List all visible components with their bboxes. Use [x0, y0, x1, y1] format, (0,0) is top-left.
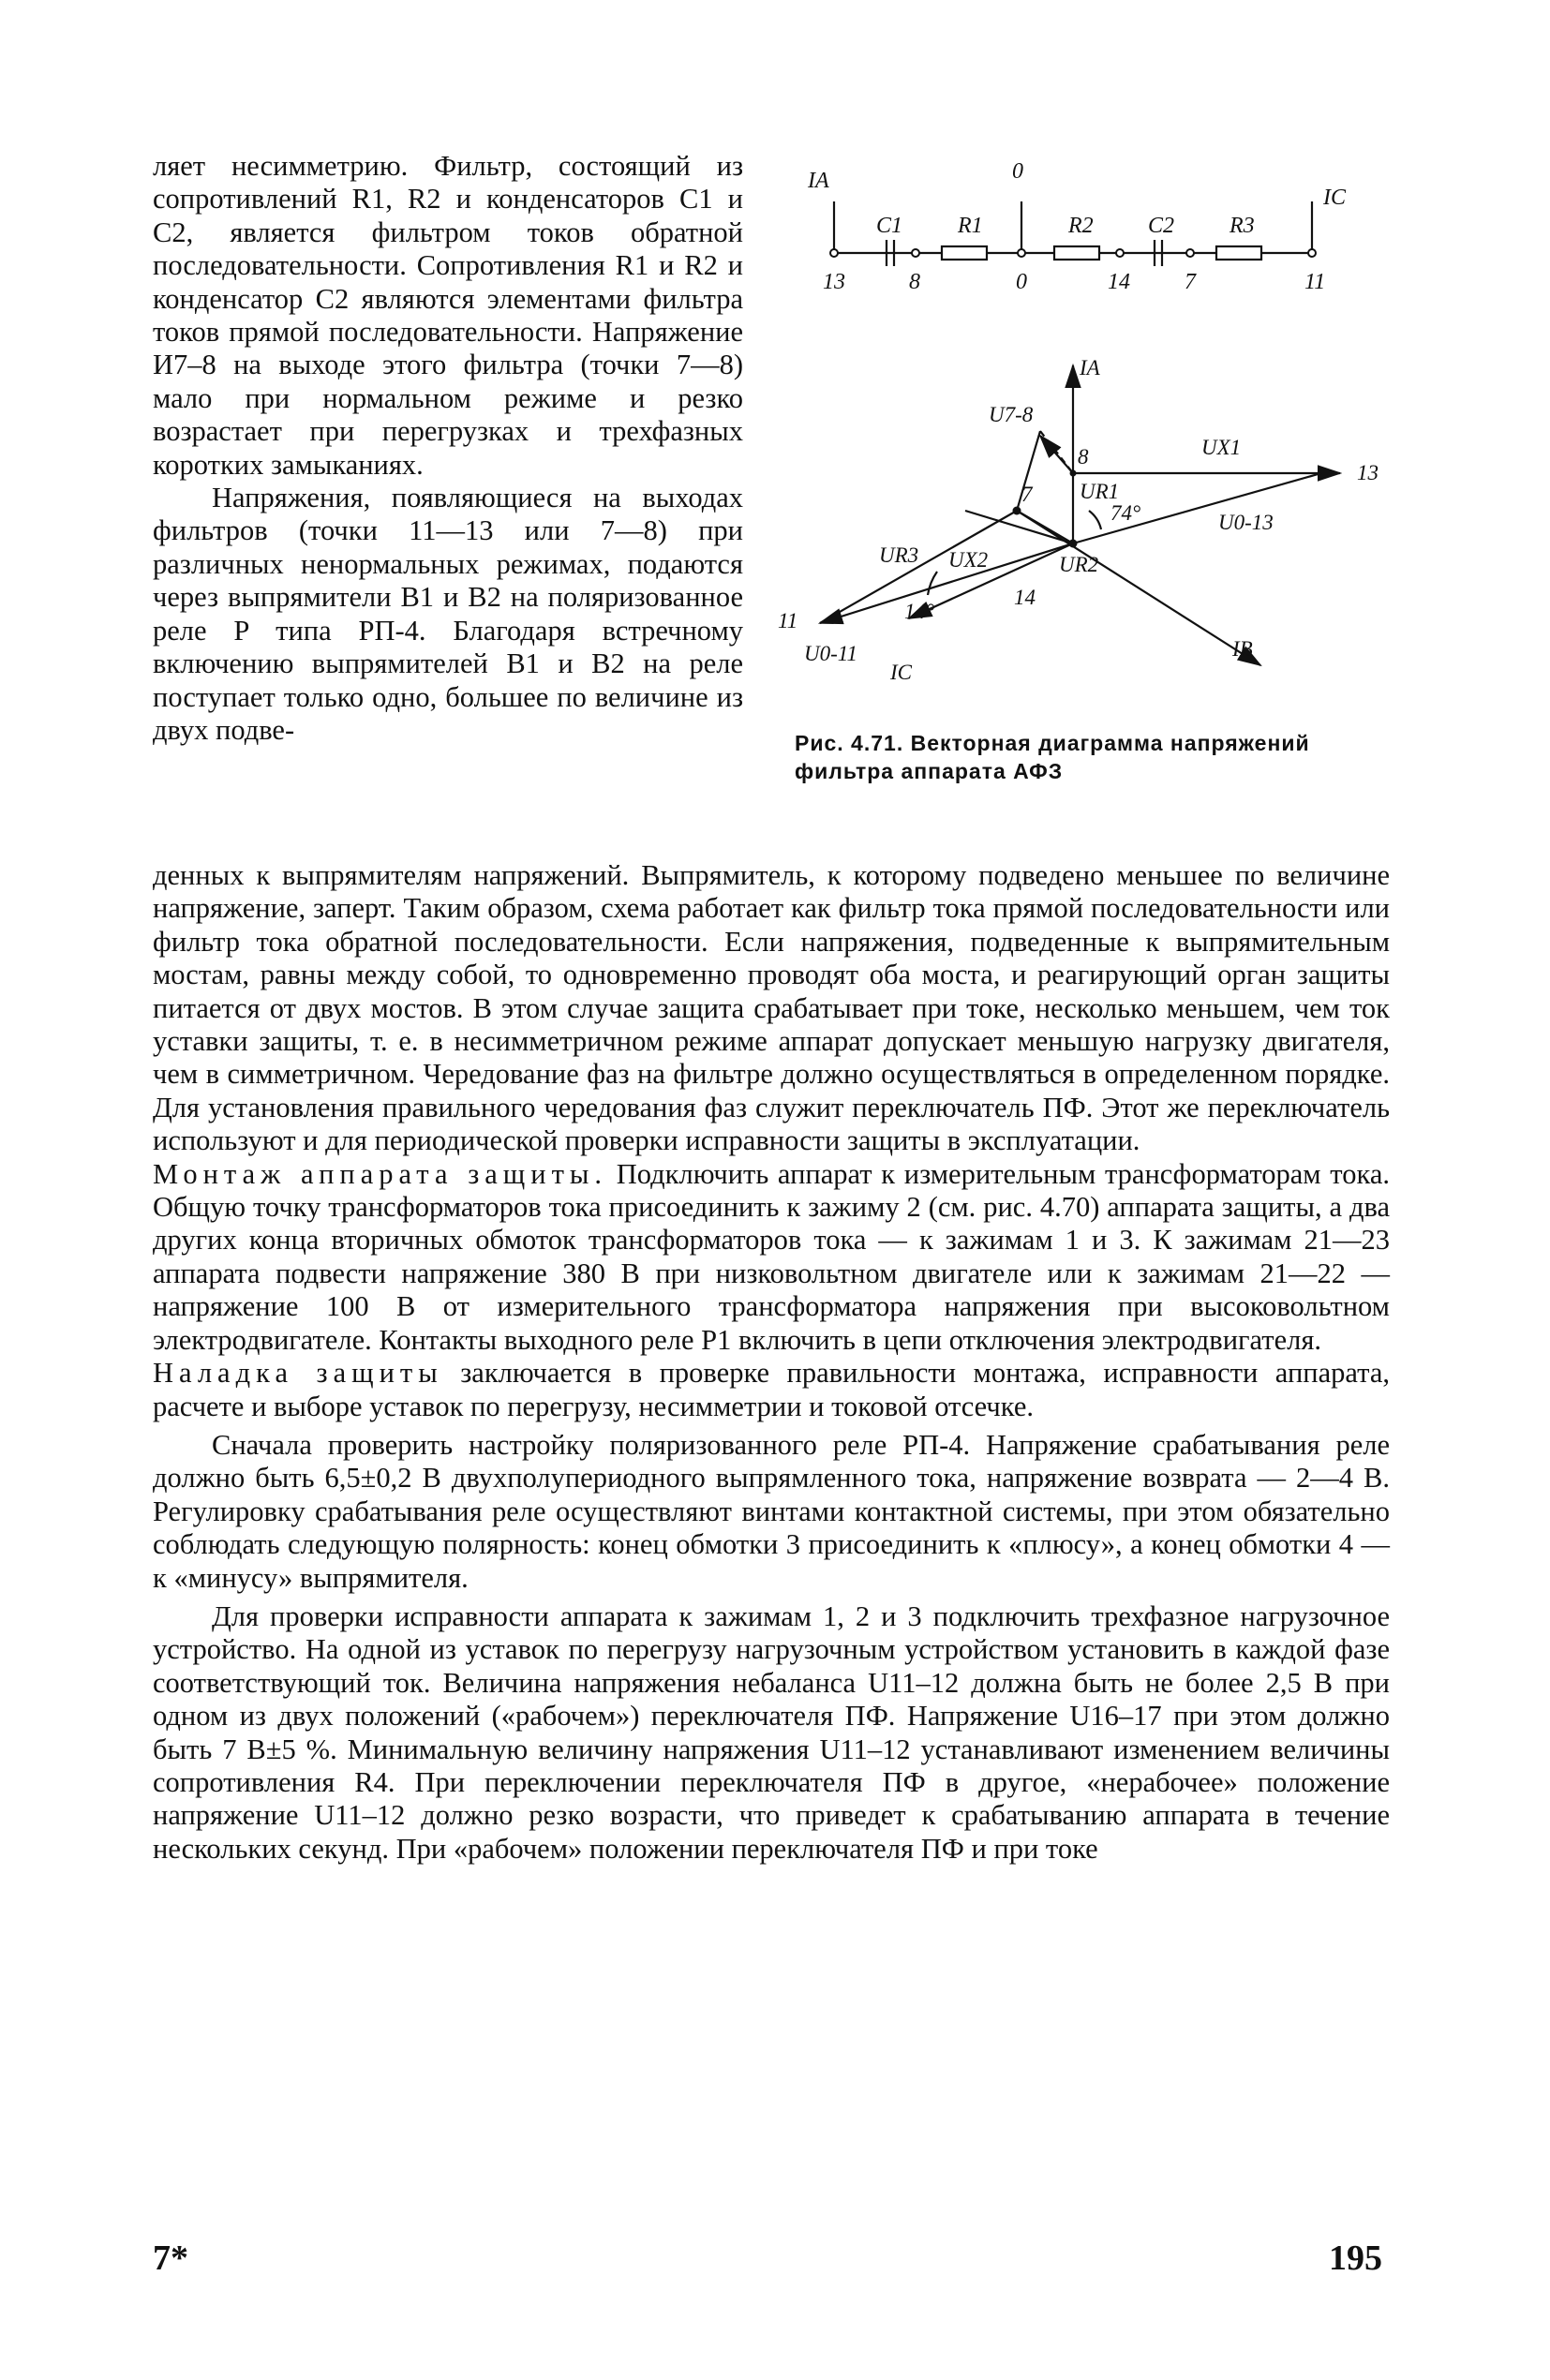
- paragraph-2-continued: денных к выпрямителям напряжений. Выпрямитель, к которому подведено меньшее по величине напряжение, заперт. Таким образом, схема работает как фильтр тока прямой последовательности или фильтр тока обратной последовательности. Если напряжения, подведенные к выпрямительным мостам, равны между собой, то одновременно проводят оба моста, и реагирующий орган защиты питается от двух мостов. В этом случае защита срабатывает при токе, несколько меньшем, чем ток уставки защиты, т. е. в несимметричном режиме аппарат допускает меньшую нагрузку двигателя, чем в симметричном. Чередование фаз на фильтре должно осуществляться в определенном порядке. Для установления правильного чередования фаз служит переключатель ПФ. Этот же переключатель используют и для периодической проверки исправности защиты в эксплуатации.: [153, 859, 1390, 1157]
- vec-ur1: UR1: [1080, 480, 1120, 503]
- vec-u011: U0-11: [804, 642, 858, 665]
- vec-node-7: 7: [1021, 483, 1033, 506]
- vector-labels: [778, 356, 1379, 684]
- page-number: 195: [1329, 2239, 1382, 2278]
- figure-4-71: [750, 150, 1406, 731]
- node-14: 14: [1108, 270, 1130, 294]
- vec-ux2: UX2: [948, 548, 989, 572]
- label-r2: R2: [1068, 214, 1094, 238]
- vector-nodes: [1013, 470, 1078, 548]
- caption-number: Рис. 4.71.: [795, 731, 904, 755]
- label-o: 0: [1012, 159, 1023, 184]
- vec-ic: IC: [890, 661, 912, 684]
- figure-caption: [795, 729, 1394, 785]
- paragraph-5: Сначала проверить настройку поляризованного реле РП-4. Напряжение срабатывания реле должно быть 6,5±0,2 В двухполупериодного выпрямленного тока, напряжение возврата — 2—4 В. Регулировку срабатывания реле осуществляют винтами контактной системы, при этом обязательно соблюдать следующую полярность: конец обмотки 3 присоединить к «плюсу», а конец обмотки 4 — к «минусу» выпрямителя.: [153, 1428, 1390, 1594]
- vec-ur2: UR2: [1059, 553, 1099, 576]
- vec-u013: U0-13: [1218, 511, 1274, 534]
- node-11: 11: [1304, 270, 1326, 294]
- full-width-text: [153, 859, 1390, 1866]
- node-8: 8: [909, 270, 920, 294]
- node-0: 0: [1016, 270, 1027, 294]
- label-c1: C1: [876, 214, 903, 238]
- vec-node-13: 13: [1357, 461, 1379, 484]
- node-13: 13: [823, 270, 845, 294]
- vec-ur3: UR3: [879, 543, 919, 567]
- vec-node-11: 11: [778, 609, 798, 632]
- circuit-labels: [807, 159, 1347, 294]
- paragraph-3-heading: Монтаж аппарата защиты.: [153, 1157, 608, 1190]
- caption-text: Векторная диаграмма напряжений фильтра аппарата АФЗ: [795, 731, 1310, 783]
- left-column-text: [153, 150, 743, 747]
- signature-mark: 7*: [153, 2239, 188, 2278]
- paragraph-4: [153, 1357, 1390, 1423]
- vec-ia: IA: [1080, 356, 1100, 379]
- node-7: 7: [1185, 270, 1196, 294]
- vec-angle-14: 14°: [904, 600, 935, 623]
- label-r3: R3: [1230, 214, 1255, 238]
- label-ia: IA: [808, 169, 829, 193]
- paragraph-4-heading: Наладка защиты: [153, 1357, 443, 1390]
- paragraph-3: [153, 1158, 1390, 1357]
- paragraph-1: ляет несимметрию. Фильтр, состоящий из сопротивлений R1, R2 и конденсаторов C1 и C2, является фильтром токов обратной последовательности. Сопротивления R1 и R2 и конденсатор C2 являются элементами фильтра токов прямой последовательности. Напряжение И7–8 на выходе этого фильтра (точки 7—8) мало при нормальном режиме и резко возрастает при перегрузках и трехфазных коротких замыканиях.: [153, 150, 743, 481]
- label-c2: C2: [1148, 214, 1175, 238]
- vec-ib: IB: [1232, 637, 1253, 661]
- paragraph-6: Для проверки исправности аппарата к зажимам 1, 2 и 3 подключить трехфазное нагрузочное устройство. На одной из уставок по перегрузу нагрузочным устройством установить в каждой фазе соответствующий ток. Величина напряжения небаланса U11–12 должна быть не более 2,5 В при одном из двух положений («рабочем») переключателя ПФ. Напряжение U16–17 при этом должно быть 7 В±5 %. Минимальную величину напряжения U11–12 устанавливают изменением величины сопротивления R4. При переключении переключателя ПФ в другое, «нерабочее» положение напряжение U11–12 должно резко возрасти, что приведет к срабатыванию аппарата в течение нескольких секунд. При «рабочем» положении переключателя ПФ и при токе: [153, 1599, 1390, 1865]
- vec-ux1: UX1: [1201, 436, 1242, 459]
- vec-node-14: 14: [1014, 586, 1036, 609]
- paragraph-3-body: Подключить аппарат к измерительным трансформаторам тока. Общую точку трансформаторов тока присоединить к зажиму 2 (см. рис. 4.70) аппарата защиты, а два других конца вторичных обмоток трансформаторов тока — к зажимам 1 и 3. К зажимам 21—23 аппарата подвести напряжение 380 В при низковольтном двигателе или к зажимам 21—22 — напряжение 100 В от измерительного трансформатора напряжения при высоковольтном электродвигателе. Контакты выходного реле P1 включить в цепи отключения электродвигателя.: [153, 1157, 1390, 1356]
- label-r1: R1: [958, 214, 983, 238]
- paragraph-4-body: заключается в проверке правильности монтажа, исправности аппарата, расчете и выборе уставок по перегрузу, несимметрии и токовой отсечке.: [153, 1357, 1390, 1422]
- vec-node-8: 8: [1078, 445, 1089, 469]
- label-ic: IC: [1323, 186, 1346, 210]
- vec-u78: U7-8: [989, 403, 1034, 426]
- vec-angle-74: 74°: [1110, 501, 1141, 525]
- paragraph-2: Напряжения, появляющиеся на выходах фильтров (точки 11—13 или 7—8) при различных ненормальных режимах, подаются через выпрямители B1 и B2 на поляризованное реле P типа РП-4. Благодаря встречному включению выпрямителей B1 и B2 на реле поступает только одно, большее по величине из двух подве-: [153, 482, 743, 746]
